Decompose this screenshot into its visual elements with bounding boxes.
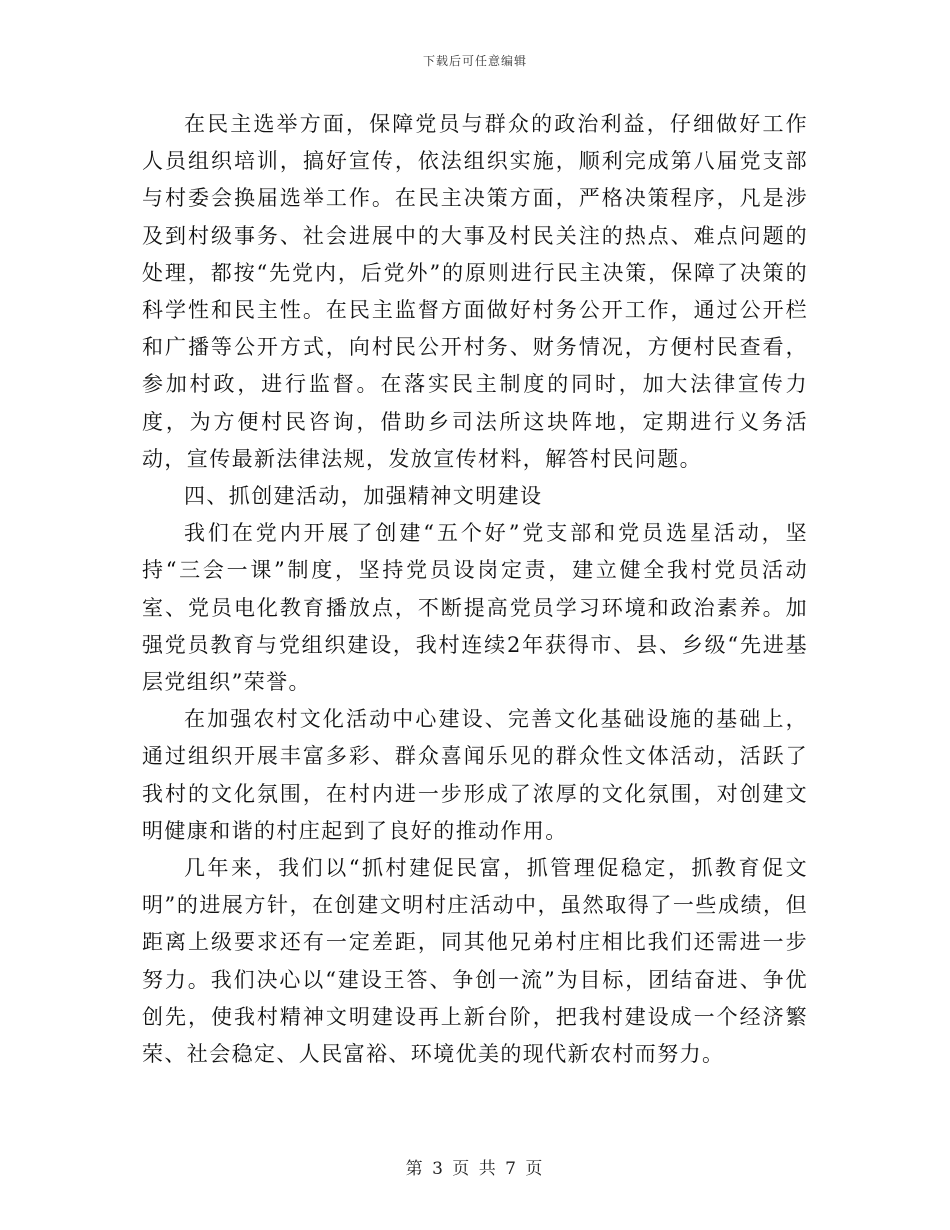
- page-number: 第 3 页 共 7 页: [405, 1159, 545, 1179]
- section-heading: 四、抓创建活动，加强精神文明建设: [184, 484, 543, 509]
- paragraph-culture: 在加强农村文化活动中心建设、完善文化基础设施的基础上，通过组织开展丰富多彩、群众喜闻乐见的群众性文体活动，活跃了我村的文化氛围，在村内进一步形成了浓厚的文化氛围，对创建文明健康和谐的村庄起到了良好的推动作用。: [142, 707, 808, 843]
- paragraph-democracy: 在民主选举方面，保障党员与群众的政治利益，仔细做好工作人员组织培训，搞好宣传，依法组织实施，顺利完成第八届党支部与村委会换届选举工作。在民主决策方面，严格决策程序，凡是涉及到村级事务、社会进展中的大事及村民关注的热点、难点问题的处理，都按“先党内，后党外”的原则进行民主决策，保障了决策的科学性和民主性。在民主监督方面做好村务公开工作，通过公开栏和广播等公开方式，向村民公开村务、财务情况，方便村民查看，参加村政，进行监督。在落实民主制度的同时，加大法律宣传力度，为方便村民咨询，借助乡司法所这块阵地，定期进行义务活动，宣传最新法律法规，发放宣传材料，解答村民问题。: [142, 112, 808, 471]
- page-header: 下载后可任意编辑: [422, 54, 527, 68]
- paragraph-conclusion: 几年来，我们以“抓村建促民富，抓管理促稳定，抓教育促文明”的进展方针，在创建文明村庄活动中，虽然取得了一些成绩，但距离上级要求还有一定差距，同其他兄弟村庄相比我们还需进一步努力。我们决心以“建设王答、争创一流”为目标，团结奋进、争优创先，使我村精神文明建设再上新台阶，把我村建设成一个经济繁荣、社会稳定、人民富裕、环境优美的现代新农村而努力。: [142, 856, 808, 1067]
- document-body: [142, 106, 808, 1073]
- paragraph-party-building: 我们在党内开展了创建“五个好”党支部和党员选星活动，坚持“三会一课”制度，坚持党员设岗定责，建立健全我村党员活动室、党员电化教育播放点，不断提高党员学习环境和政治素养。加强党员教育与党组织建设，我村连续2年获得市、县、乡级“先进基层党组织”荣誉。: [142, 521, 808, 695]
